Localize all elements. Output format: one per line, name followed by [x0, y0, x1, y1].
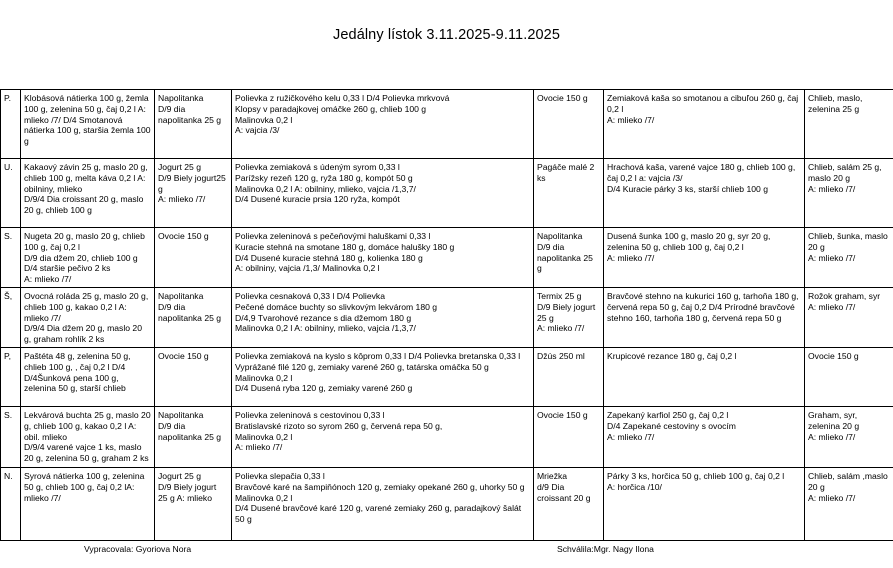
- snack-cell: Napolitanka D/9 dia napolitanka 25 g: [155, 406, 232, 467]
- dinner-cell: Krupicové rezance 180 g, čaj 0,2 l: [604, 347, 805, 406]
- afternoon-snack-cell: Ovocie 150 g: [534, 406, 604, 467]
- table-row: [1, 159, 893, 228]
- second-dinner-cell: Chlieb, salám ,maslo 20 g A: mlieko /7/: [805, 467, 893, 540]
- afternoon-snack-cell: Ovocie 150 g: [534, 90, 604, 159]
- afternoon-snack-cell: Džús 250 ml: [534, 347, 604, 406]
- table-row: [1, 347, 893, 406]
- day-cell: N.: [1, 467, 21, 540]
- day-cell: P,: [1, 347, 21, 406]
- afternoon-snack-cell: Pagáče malé 2 ks: [534, 159, 604, 228]
- table-row: [1, 90, 893, 159]
- second-dinner-cell: Chlieb, maslo, zelenina 25 g: [805, 90, 893, 159]
- snack-cell: Ovocie 150 g: [155, 347, 232, 406]
- lunch-cell: Polievka zeleninová s pečeňovými haluškami 0,33 l Kuracie stehná na smotane 180 g, domáce halušky 180 g D/4 Dusené kuracie stehná 180 g, kolienka 180 g A: obilniny, vajcia /1,3/ Malinovka 0,2 l: [232, 228, 534, 288]
- breakfast-cell: Klobásová nátierka 100 g, žemla 100 g, zelenina 50 g, čaj 0,2 l A: mlieko /7/ D/4 Smotanová nátierka 100 g, staršia žemla 100 g: [21, 90, 155, 159]
- dinner-cell: Dusená šunka 100 g, maslo 20 g, syr 20 g, zelenina 50 g, chlieb 100 g, čaj 0,2 l A: mlieko /7/: [604, 228, 805, 288]
- lunch-cell: Polievka zeleninová s cestovinou 0,33 l Bratislavské rizoto so syrom 260 g, červená repa 50 g, Malinovka 0,2 l A: mlieko /7/: [232, 406, 534, 467]
- approved-by: Schválila:Mgr. Nagy Ilona: [557, 544, 654, 554]
- breakfast-cell: Syrová nátierka 100 g, zelenina 50 g, chlieb 100 g, čaj 0,2 lA: mlieko /7/: [21, 467, 155, 540]
- day-cell: S.: [1, 406, 21, 467]
- afternoon-snack-cell: Mriežka d/9 Dia croissant 20 g: [534, 467, 604, 540]
- day-cell: Š,: [1, 287, 21, 347]
- second-dinner-cell: Ovocie 150 g: [805, 347, 893, 406]
- second-dinner-cell: Rožok graham, syr A: mlieko /7/: [805, 287, 893, 347]
- breakfast-cell: Ovocná roláda 25 g, maslo 20 g, chlieb 100 g, kakao 0,2 l A: mlieko /7/ D/9/4 Dia džem 20 g, maslo 20 g, graham rohlík 2 ks: [21, 287, 155, 347]
- breakfast-cell: Paštéta 48 g, zelenina 50 g, chlieb 100 g, , čaj 0,2 l D/4 D/4Šunková pena 100 g, zelenina 50 g, starší chlieb: [21, 347, 155, 406]
- table-row: [1, 406, 893, 467]
- breakfast-cell: Nugeta 20 g, maslo 20 g, chlieb 100 g, čaj 0,2 l D/9 dia džem 20, chlieb 100 g D/4 staršie pečivo 2 ks A: mlieko /7/: [21, 228, 155, 288]
- snack-cell: Ovocie 150 g: [155, 228, 232, 288]
- table-row: [1, 467, 893, 540]
- dinner-cell: Párky 3 ks, horčica 50 g, chlieb 100 g, čaj 0,2 l A: horčica /10/: [604, 467, 805, 540]
- dinner-cell: Hrachová kaša, varené vajce 180 g, chlieb 100 g, čaj 0,2 l a: vajcia /3/ D/4 Kuracie párky 3 ks, starší chlieb 100 g: [604, 159, 805, 228]
- prepared-by: Vypracovala: Gyoriova Nora: [84, 544, 192, 554]
- lunch-cell: Polievka z ružičkového kelu 0,33 l D/4 Polievka mrkvová Klopsy v paradajkovej omáčke 260 g, chlieb 100 g Malinovka 0,2 l A: vajcia /3/: [232, 90, 534, 159]
- table-row: [1, 228, 893, 288]
- lunch-cell: Polievka cesnaková 0,33 l D/4 Polievka Pečené domáce buchty so slivkovým lekvárom 180 g D/4,9 Tvarohové rezance s dia džemom 180 g Malinovka 0,2 l A: obilniny, mlieko, vajcia /1,3,7/: [232, 287, 534, 347]
- breakfast-cell: Kakaový závin 25 g, maslo 20 g, chlieb 100 g, melta káva 0,2 l A: obilniny, mlieko D/9/4 Dia croissant 20 g, maslo 20 g, chlieb 100 g: [21, 159, 155, 228]
- snack-cell: Napolitanka D/9 dia napolitanka 25 g: [155, 287, 232, 347]
- second-dinner-cell: Graham, syr, zelenina 20 g A: mlieko /7/: [805, 406, 893, 467]
- lunch-cell: Polievka zemiaková s údeným syrom 0,33 l Parížsky rezeň 120 g, ryža 180 g, kompót 50 g Malinovka 0,2 l A: obilniny, mlieko, vajcia /1,3,7/ D/4 Dusené kuracie prsia 120 ryža, kompót: [232, 159, 534, 228]
- day-cell: S.: [1, 228, 21, 288]
- day-cell: U.: [1, 159, 21, 228]
- dinner-cell: Zapekaný karfiol 250 g, čaj 0,2 l D/4 Zapekané cestoviny s ovocím A: mlieko /7/: [604, 406, 805, 467]
- lunch-cell: Polievka slepačia 0,33 l Bravčové karé na šampiňónoch 120 g, zemiaky opekané 260 g, uhorky 50 g Malinovka 0,2 l D/4 Dusené bravčové karé 120 g, varené zemiaky 260 g, paradajkový šalát 50 g: [232, 467, 534, 540]
- second-dinner-cell: Chlieb, šunka, maslo 20 g A: mlieko /7/: [805, 228, 893, 288]
- snack-cell: Jogurt 25 g D/9 Biely jogurt 25 g A: mlieko: [155, 467, 232, 540]
- second-dinner-cell: Chlieb, salám 25 g, maslo 20 g A: mlieko /7/: [805, 159, 893, 228]
- lunch-cell: Polievka zemiaková na kyslo s kôprom 0,33 l D/4 Polievka bretanska 0,33 l Vyprážané filé 120 g, zemiaky varené 260 g, tatárska omáčka 50 g Malinovka 0,2 l D/4 Dusená ryba 120 g, zemiaky varené 260 g: [232, 347, 534, 406]
- breakfast-cell: Lekvárová buchta 25 g, maslo 20 g, chlieb 100 g, kakao 0,2 l A: obil. mlieko D/9/4 varené vajce 1 ks, maslo 20 g, zelenina 50 g, graham 2 ks: [21, 406, 155, 467]
- afternoon-snack-cell: Termix 25 g D/9 Biely jogurt 25 g A: mlieko /7/: [534, 287, 604, 347]
- dinner-cell: Bravčové stehno na kukurici 160 g, tarhoňa 180 g, červená repa 50 g, čaj 0,2 D/4 Prírodné bravčové stehno 160, tarhoňa 180 g, červená repa 50 g: [604, 287, 805, 347]
- menu-table: [0, 89, 893, 541]
- snack-cell: Jogurt 25 g D/9 Biely jogurt25 g A: mlieko /7/: [155, 159, 232, 228]
- page-title: Jedálny lístok 3.11.2025-9.11.2025: [333, 27, 560, 43]
- snack-cell: Napolitanka D/9 dia napolitanka 25 g: [155, 90, 232, 159]
- afternoon-snack-cell: Napolitanka D/9 dia napolitanka 25 g: [534, 228, 604, 288]
- day-cell: P.: [1, 90, 21, 159]
- table-row: [1, 287, 893, 347]
- dinner-cell: Zemiaková kaša so smotanou a cibuľou 260 g, čaj 0,2 l A: mlieko /7/: [604, 90, 805, 159]
